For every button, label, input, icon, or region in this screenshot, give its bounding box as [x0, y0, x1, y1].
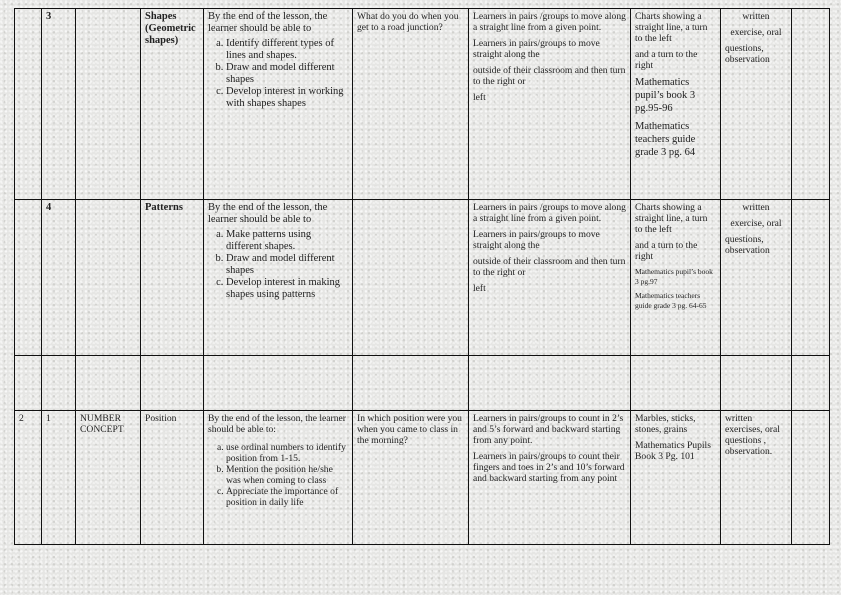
experience: Learners in pairs /groups to move along a straight line from a given point.	[473, 202, 626, 224]
objective: b. Mention the position he/she was when coming to class	[226, 464, 348, 486]
objective: c. Appreciate the importance of position in daily life	[226, 486, 348, 508]
strand-cell	[76, 200, 141, 356]
objective: c. Develop interest in making shapes using patterns	[226, 277, 348, 301]
objectives-intro: By the end of the lesson, the learner should be able to:	[208, 413, 346, 435]
assessment-cell	[721, 411, 792, 545]
table-row	[15, 9, 830, 200]
resource: and a turn to the right	[635, 240, 698, 262]
resources-cell	[631, 200, 721, 356]
objective: c. Develop interest in working with shapes shapes	[226, 86, 348, 110]
key-inquiry-cell: In which position were you when you came to class in the morning?	[353, 411, 469, 545]
sub-strand: Shapes (Geometric shapes)	[145, 11, 196, 46]
resources-cell	[631, 9, 721, 200]
sub-strand: Patterns	[145, 202, 183, 213]
objectives-cell	[204, 9, 353, 200]
lesson-plan-table	[14, 8, 830, 545]
remarks-cell	[792, 411, 830, 545]
experience: outside of their classroom and then turn to the right or	[473, 65, 626, 87]
resource: Marbles, sticks, stones, grains	[635, 413, 696, 435]
resources-cell	[631, 411, 721, 545]
assessment: questions, observation	[725, 43, 770, 65]
resource: Charts showing a straight line, a turn to the left	[635, 202, 708, 235]
experiences-cell	[469, 9, 631, 200]
experience: outside of their classroom and then turn to the right or	[473, 256, 626, 278]
experiences-cell	[469, 200, 631, 356]
objective: b. Draw and model different shapes	[226, 62, 348, 86]
objective: a. Make patterns using different shapes.	[226, 229, 348, 253]
lesson-cell: 4	[42, 200, 76, 356]
lesson-cell: 3	[42, 9, 76, 200]
objective: b. Draw and model different shapes	[226, 253, 348, 277]
remarks-cell	[792, 200, 830, 356]
experience: left	[473, 283, 486, 294]
experience: Learners in pairs/groups to move straight along the	[473, 229, 600, 251]
lesson-cell: 1	[42, 411, 76, 545]
resource: Mathematics Pupils Book 3 Pg. 101	[635, 440, 711, 462]
assessment: exercise, oral	[730, 218, 782, 229]
objectives-intro: By the end of the lesson, the learner should be able to	[208, 11, 328, 34]
objectives-cell	[204, 411, 353, 545]
sub-strand-cell	[141, 411, 204, 545]
resource: and a turn to the right	[635, 49, 698, 71]
key-inquiry-cell: What do you do when you get to a road junction?	[353, 9, 469, 200]
sub-strand: Position	[145, 413, 177, 424]
assessment: written	[742, 11, 770, 22]
resource: Mathematics pupil’s book 3 pg.97	[635, 267, 713, 286]
remarks-cell	[792, 9, 830, 200]
table-row	[15, 411, 830, 545]
sub-strand-cell	[141, 9, 204, 200]
sub-strand-cell	[141, 200, 204, 356]
resource: Mathematics teachers guide grade 3 pg. 64-65	[635, 291, 707, 310]
assessment-cell	[721, 200, 792, 356]
experience: Learners in pairs /groups to move along a straight line from a given point.	[473, 11, 626, 33]
resource: Mathematics teachers guide grade 3 pg. 64	[635, 121, 696, 158]
empty-row	[15, 356, 830, 411]
experience: Learners in pairs/groups to count in 2’s and 5’s forward and backward starting from any point.	[473, 413, 624, 446]
strand-cell: NUMBER CONCEPT	[76, 411, 141, 545]
resource: Charts showing a straight line, a turn to the left	[635, 11, 708, 44]
experience: Learners in pairs/groups to move straight along the	[473, 38, 600, 60]
assessment: questions, observation	[725, 234, 770, 256]
experience: Learners in pairs/groups to count their fingers and toes in 2’s and 10’s forward and backward starting from any point	[473, 451, 625, 484]
key-inquiry-cell	[353, 200, 469, 356]
resource: Mathematics pupil’s book 3 pg.95-96	[635, 77, 696, 114]
assessment-cell	[721, 9, 792, 200]
objectives-intro: By the end of the lesson, the learner should be able to	[208, 202, 328, 225]
table-row	[15, 200, 830, 356]
week-cell: 2	[15, 411, 42, 545]
strand-cell	[76, 9, 141, 200]
experience: left	[473, 92, 486, 103]
assessment: written	[742, 202, 770, 213]
assessment: written exercises, oral questions , observation.	[725, 413, 780, 457]
assessment: exercise, oral	[730, 27, 782, 38]
week-cell	[15, 9, 42, 200]
week-cell	[15, 200, 42, 356]
objective: a. Identify different types of lines and shapes.	[226, 38, 348, 62]
objectives-cell	[204, 200, 353, 356]
experiences-cell	[469, 411, 631, 545]
objective: a. use ordinal numbers to identify position from 1-15.	[226, 442, 348, 464]
